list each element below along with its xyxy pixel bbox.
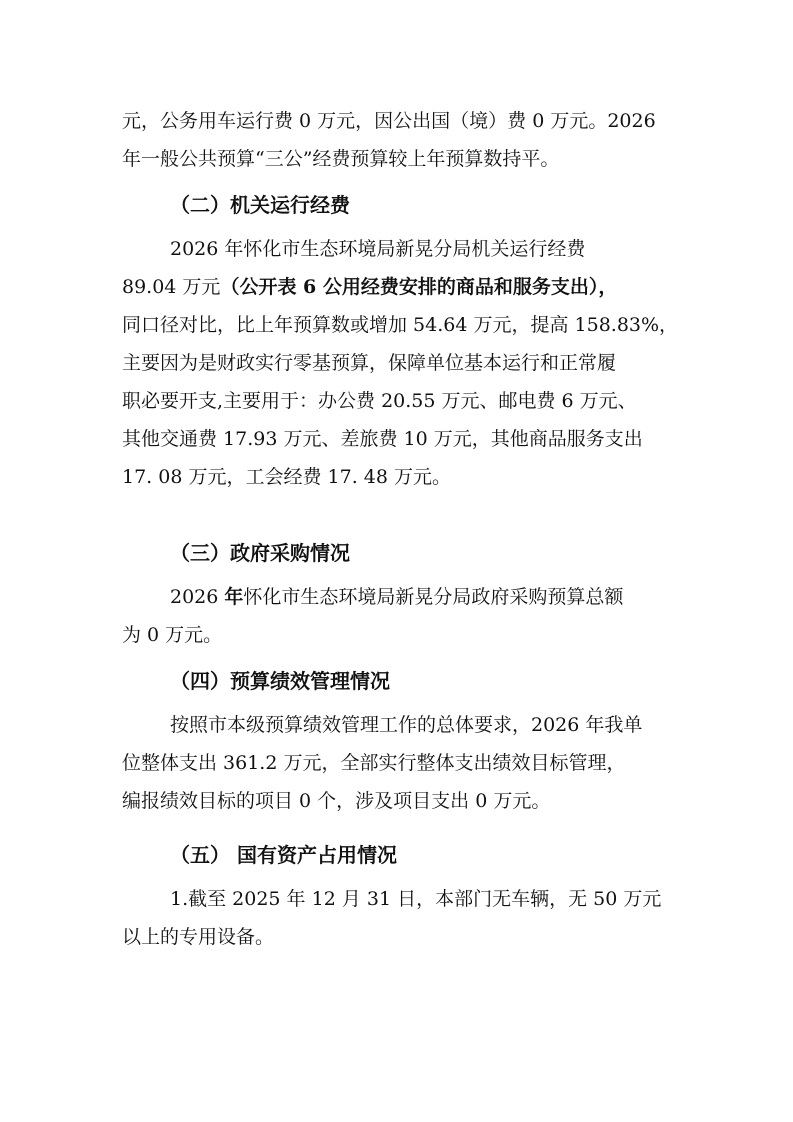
paragraph-three-public-expenses <box>122 102 682 178</box>
text-line: 按照市本级预算绩效管理工作的总体要求，2026 年我单 <box>170 714 643 736</box>
text-line: 年一般公共预算“三公”经费预算较上年预算数持平。 <box>122 148 560 170</box>
text-line: 1.截至 2025 年 12 月 31 日，本部门无车辆，无 50 万元 <box>170 888 662 910</box>
paragraph-state-assets <box>122 880 682 956</box>
paragraph-performance-management <box>122 706 682 820</box>
text-line: 2026 年怀化市生态环境局新晃分局机关运行经费 <box>170 238 586 260</box>
section-heading-state-assets: （五） 国有资产占用情况 <box>170 843 397 867</box>
paragraph-government-procurement <box>122 578 682 654</box>
text-line: 职必要开支,主要用于：办公费 20.55 万元、邮电费 6 万元、 <box>122 390 637 412</box>
section-heading-operating-expenses: （二）机关运行经费 <box>170 193 350 217</box>
text-line: 以上的专用设备。 <box>122 926 275 948</box>
section-heading-government-procurement: （三）政府采购情况 <box>170 541 350 565</box>
amount-text: 89.04 万元 <box>122 276 221 298</box>
text-line: 17. 08 万元，工会经费 17. 48 万元。 <box>122 466 451 488</box>
text-line: 编报绩效目标的项目 0 个，涉及项目支出 0 万元。 <box>122 790 551 812</box>
table-reference-text: （公开表 6 公用经费安排的商品和服务支出）， <box>220 276 618 298</box>
text-line: 主要因为是财政实行零基预算，保障单位基本运行和正常履 <box>122 352 617 374</box>
text-line: 同口径对比，比上年预算数或增加 54.64 万元，提高 158.83%， <box>122 314 679 336</box>
text-line: 为 0 万元。 <box>122 624 223 646</box>
paragraph-operating-expenses <box>122 230 682 496</box>
text-line: 其他交通费 17.93 万元、差旅费 10 万元，其他商品服务支出 <box>122 428 643 450</box>
section-heading-performance-management: （四）预算绩效管理情况 <box>170 669 390 693</box>
text-line: 2026 年怀化市生态环境局新晃分局政府采购预算总额 <box>170 586 624 608</box>
text-line <box>122 268 682 306</box>
text-line: 位整体支出 361.2 万元，全部实行整体支出绩效目标管理， <box>122 752 626 774</box>
text-line: 元，公务用车运行费 0 万元，因公出国（境）费 0 万元。2026 <box>122 110 656 132</box>
